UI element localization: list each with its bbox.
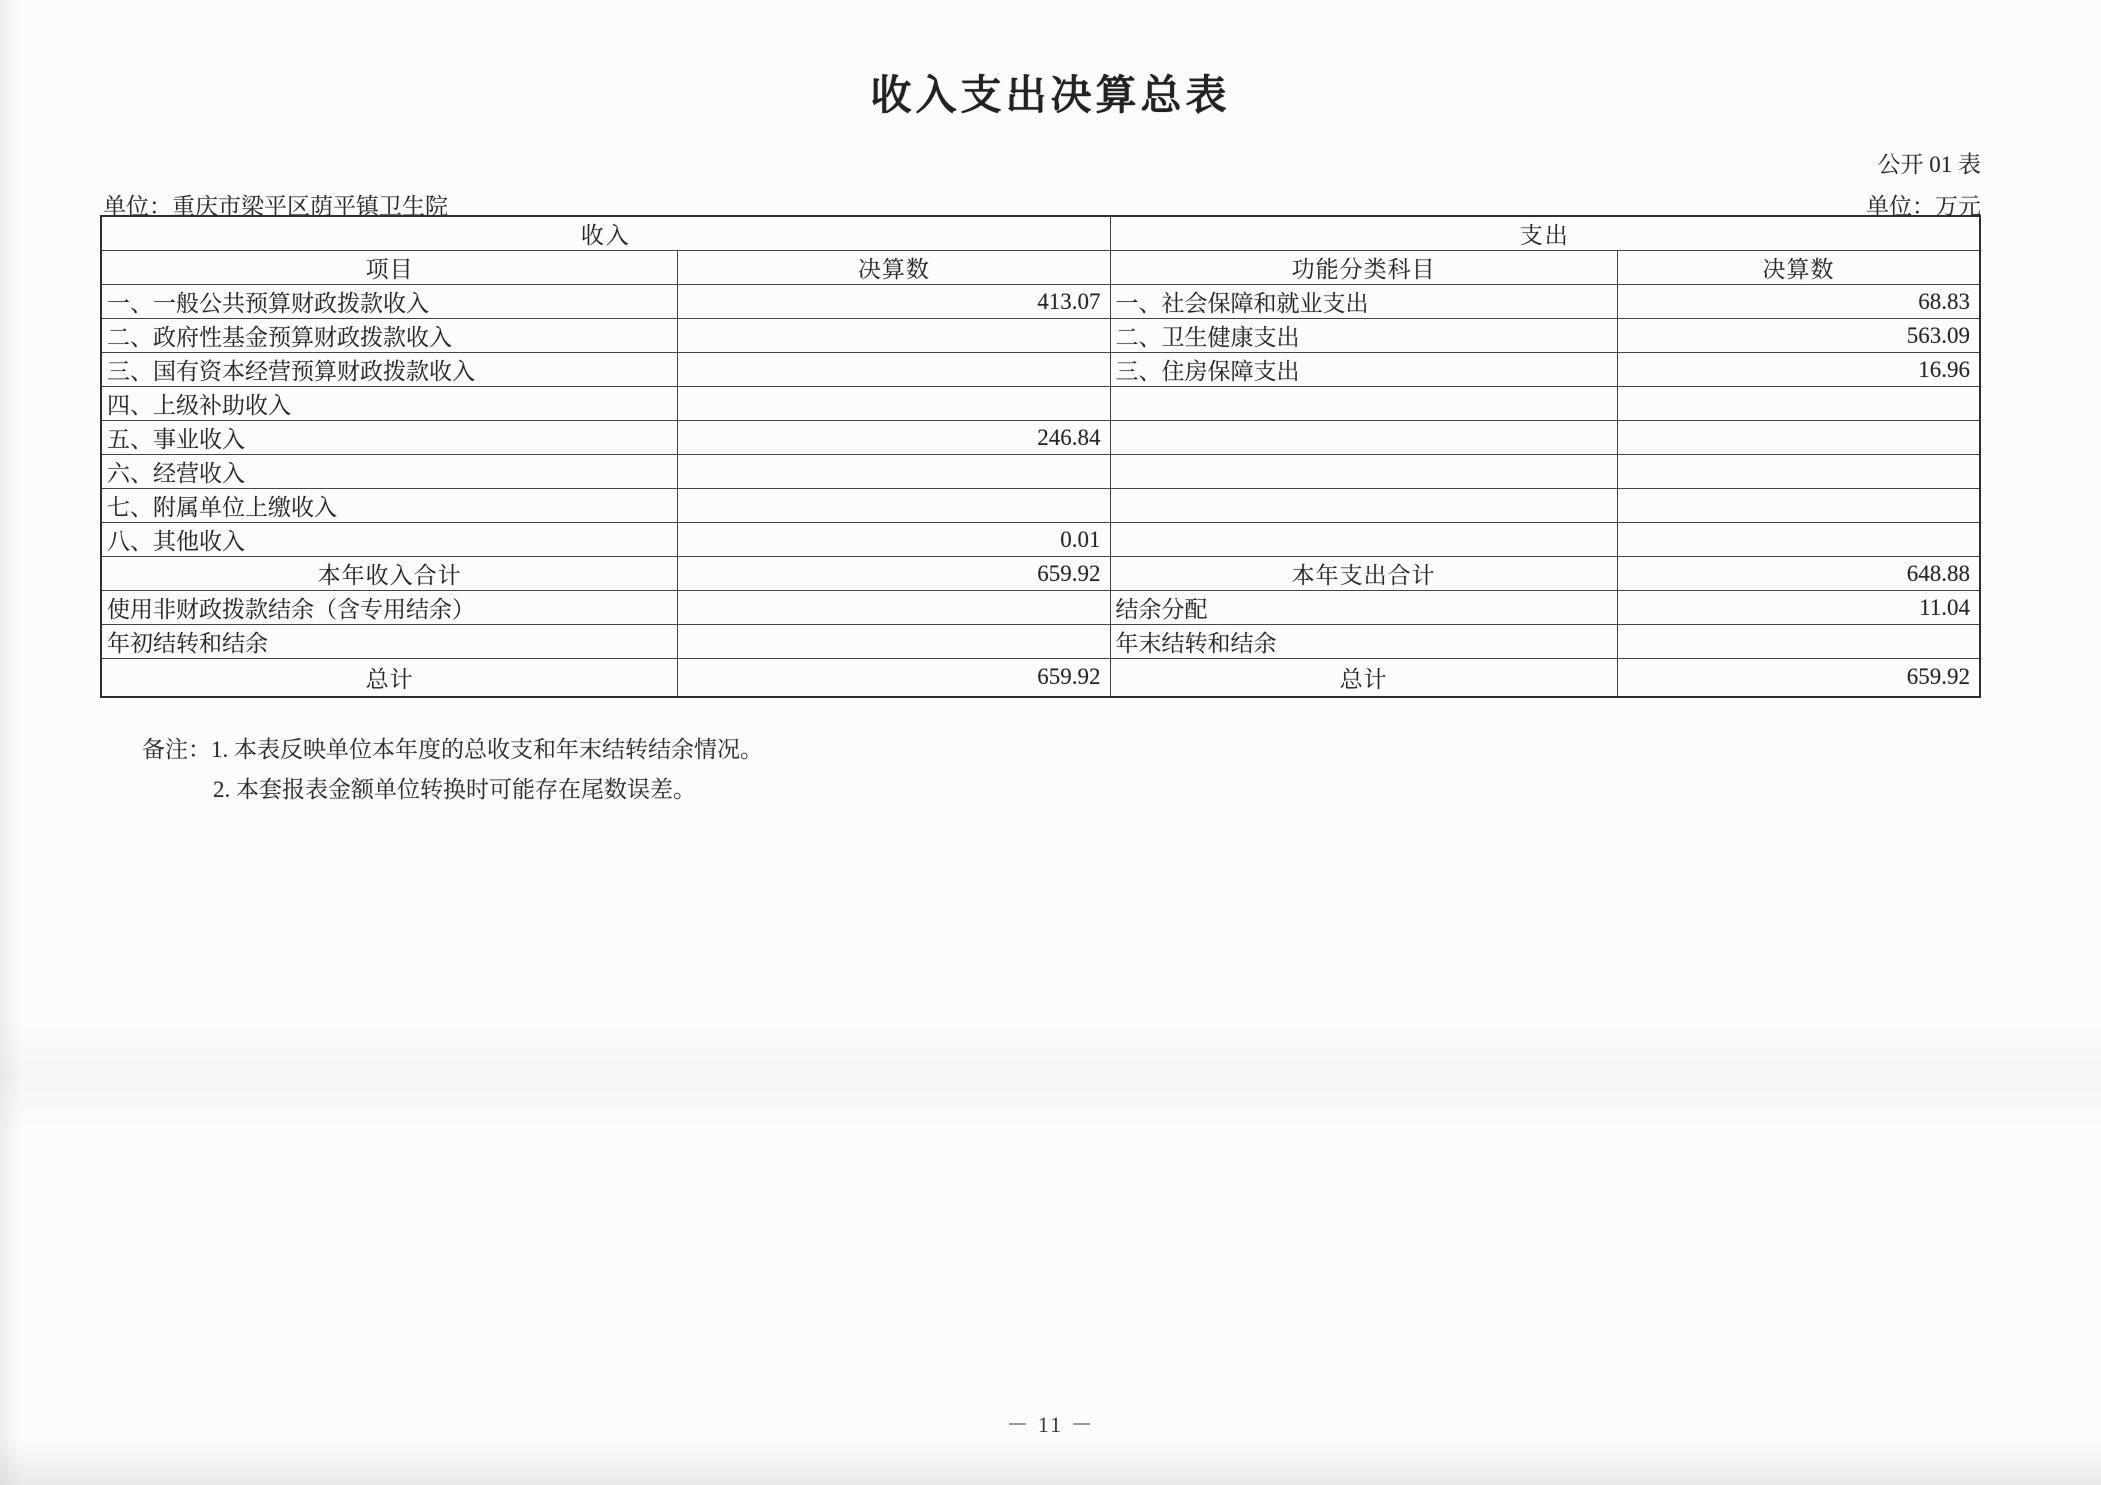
expense-value-cell xyxy=(1617,421,1980,455)
table-row xyxy=(101,353,1980,387)
income-item-cell: 五、事业收入 xyxy=(101,421,678,455)
expense-item-cell: 年末结转和结余 xyxy=(1110,625,1617,659)
expense-section-header: 支出 xyxy=(1110,216,1980,251)
page-number: － 11 － xyxy=(1006,1412,1095,1437)
expense-item-cell xyxy=(1110,387,1617,421)
income-value-cell xyxy=(678,353,1110,387)
income-value-cell xyxy=(678,591,1110,625)
expense-value-cell: 68.83 xyxy=(1617,285,1980,319)
currency-unit-label: 单位：万元 xyxy=(1866,194,1981,219)
income-item-cell: 四、上级补助收入 xyxy=(101,387,678,421)
scan-artifact-bottom-edge xyxy=(0,1439,2101,1485)
expense-total-label: 本年支出合计 xyxy=(1110,557,1617,591)
income-item-cell: 八、其他收入 xyxy=(101,523,678,557)
income-item-cell: 六、经营收入 xyxy=(101,455,678,489)
income-value-cell: 0.01 xyxy=(678,523,1110,557)
income-value-cell xyxy=(678,625,1110,659)
scan-artifact-left-edge xyxy=(0,0,22,1485)
table-row xyxy=(101,285,1980,319)
expense-value-cell xyxy=(1617,387,1980,421)
income-item-cell: 七、附属单位上缴收入 xyxy=(101,489,678,523)
footnotes xyxy=(142,730,763,810)
expense-grand-total-value: 659.92 xyxy=(1617,659,1980,697)
col-header-expense-amount: 决算数 xyxy=(1617,251,1980,285)
expense-value-cell xyxy=(1617,625,1980,659)
expense-item-cell xyxy=(1110,455,1617,489)
page-title: 收入支出决算总表 xyxy=(870,72,1231,118)
expense-value-cell xyxy=(1617,455,1980,489)
col-header-income-amount: 决算数 xyxy=(678,251,1110,285)
scan-artifact-mid-band xyxy=(0,1020,2101,1130)
expense-item-cell xyxy=(1110,489,1617,523)
expense-item-cell: 二、卫生健康支出 xyxy=(1110,319,1617,353)
income-value-cell xyxy=(678,455,1110,489)
org-unit-label: 单位：重庆市梁平区荫平镇卫生院 xyxy=(103,194,448,219)
expense-value-cell xyxy=(1617,523,1980,557)
expense-value-cell: 11.04 xyxy=(1617,591,1980,625)
column-header-row xyxy=(101,251,1980,285)
expense-grand-total-label: 总计 xyxy=(1110,659,1617,697)
income-value-cell xyxy=(678,489,1110,523)
income-value-cell: 246.84 xyxy=(678,421,1110,455)
income-item-cell: 使用非财政拨款结余（含专用结余） xyxy=(101,591,678,625)
income-item-cell: 三、国有资本经营预算财政拨款收入 xyxy=(101,353,678,387)
income-item-cell: 二、政府性基金预算财政拨款收入 xyxy=(101,319,678,353)
table-row xyxy=(101,319,1980,353)
expense-item-cell: 结余分配 xyxy=(1110,591,1617,625)
table-row xyxy=(101,387,1980,421)
income-grand-total-label: 总计 xyxy=(101,659,678,697)
expense-total-value: 648.88 xyxy=(1617,557,1980,591)
table-code: 公开 01 表 xyxy=(1877,152,1981,177)
table-row xyxy=(101,421,1980,455)
income-value-cell xyxy=(678,319,1110,353)
income-grand-total-value: 659.92 xyxy=(678,659,1110,697)
income-section-header: 收入 xyxy=(101,216,1110,251)
col-header-expense-function: 功能分类科目 xyxy=(1110,251,1617,285)
expense-value-cell: 16.96 xyxy=(1617,353,1980,387)
table-row xyxy=(101,523,1980,557)
expense-item-cell: 一、社会保障和就业支出 xyxy=(1110,285,1617,319)
income-item-cell: 一、一般公共预算财政拨款收入 xyxy=(101,285,678,319)
income-value-cell: 413.07 xyxy=(678,285,1110,319)
section-header-row xyxy=(101,216,1980,251)
expense-value-cell xyxy=(1617,489,1980,523)
expense-item-cell xyxy=(1110,421,1617,455)
note-line-2: 2. 本套报表金额单位转换时可能存在尾数误差。 xyxy=(213,777,696,802)
expense-item-cell xyxy=(1110,523,1617,557)
table-row xyxy=(101,591,1980,625)
table-row-income-total xyxy=(101,557,1980,591)
table-row xyxy=(101,455,1980,489)
note-line-1: 1. 本表反映单位本年度的总收支和年末结转结余情况。 xyxy=(211,737,763,762)
col-header-income-item: 项目 xyxy=(101,251,678,285)
income-total-value: 659.92 xyxy=(678,557,1110,591)
income-item-cell: 年初结转和结余 xyxy=(101,625,678,659)
income-total-label: 本年收入合计 xyxy=(101,557,678,591)
notes-label: 备注： xyxy=(142,737,211,762)
table-row xyxy=(101,489,1980,523)
accounts-summary-table xyxy=(100,215,1981,698)
table-meta xyxy=(103,146,1981,221)
table-row-grand-total xyxy=(101,659,1980,697)
table-row xyxy=(101,625,1980,659)
income-value-cell xyxy=(678,387,1110,421)
expense-item-cell: 三、住房保障支出 xyxy=(1110,353,1617,387)
expense-value-cell: 563.09 xyxy=(1617,319,1980,353)
